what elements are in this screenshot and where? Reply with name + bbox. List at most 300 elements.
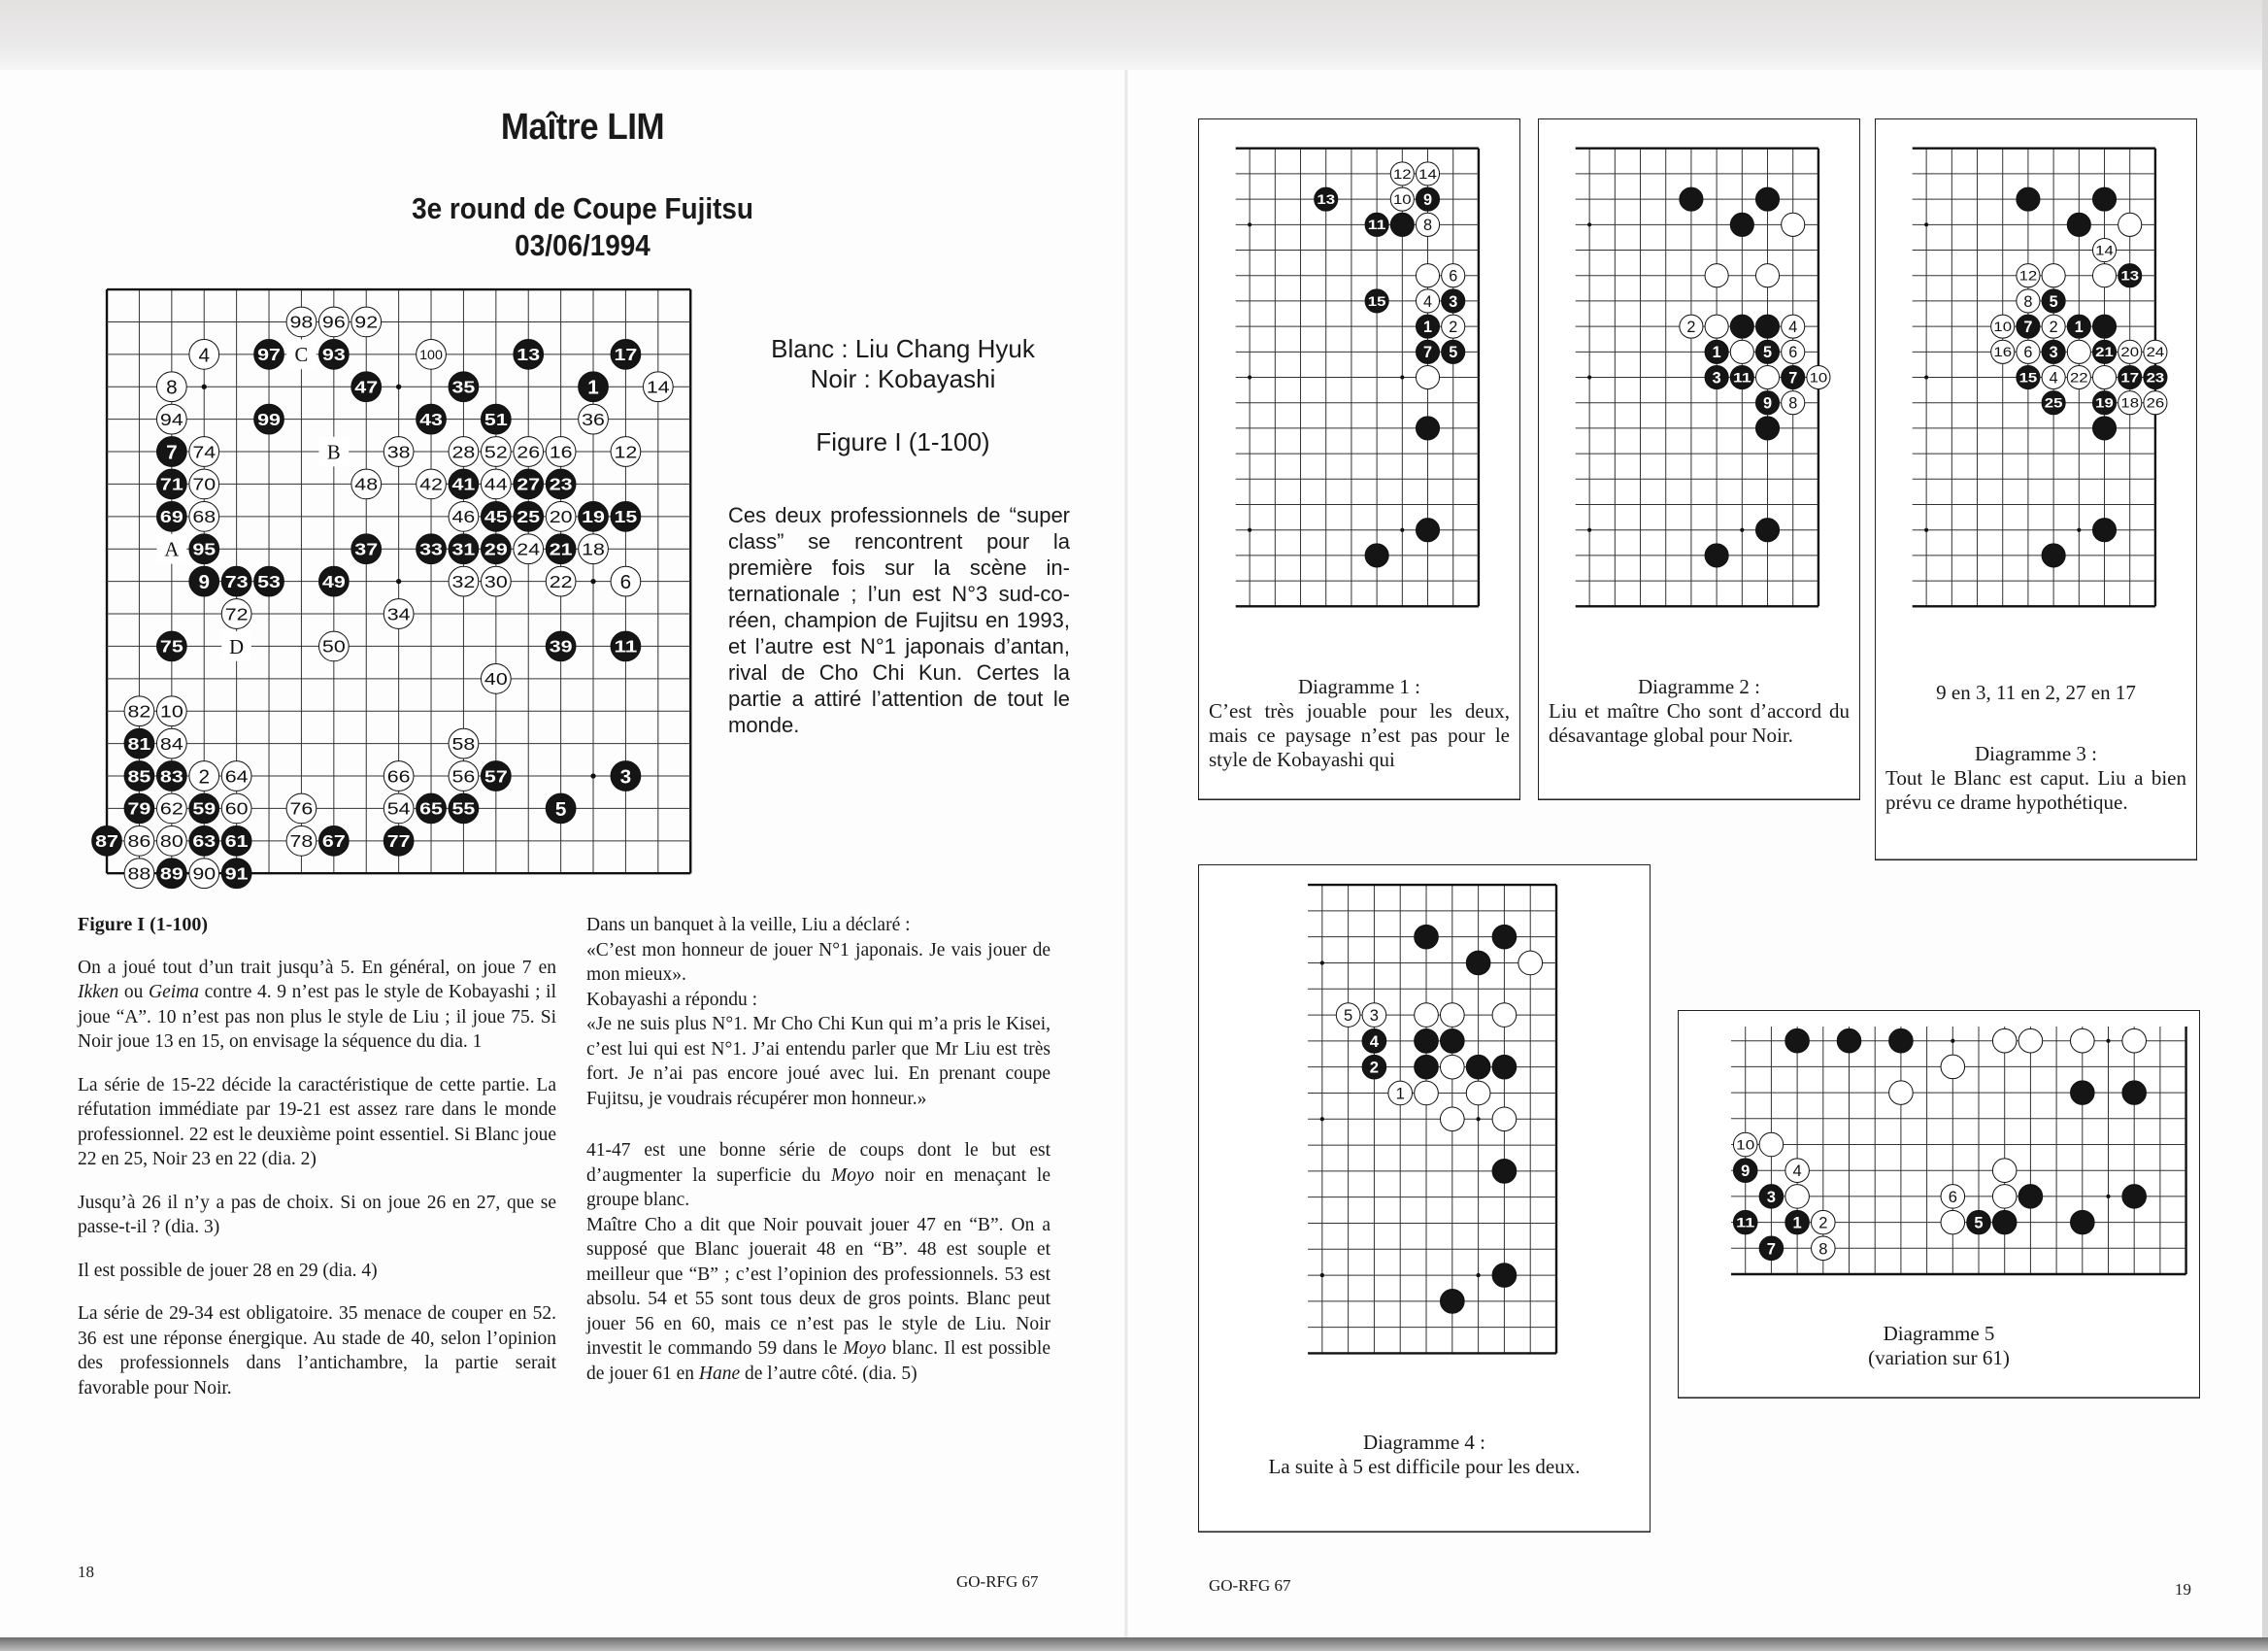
- white-stone: [1442, 315, 1465, 338]
- black-stone: [1705, 544, 1728, 567]
- svg-text:3: 3: [1369, 1005, 1379, 1025]
- white-stone: [1440, 1003, 1464, 1028]
- white-stone: [189, 437, 219, 467]
- svg-text:26: 26: [517, 442, 541, 462]
- svg-text:57: 57: [484, 766, 508, 787]
- svg-text:1: 1: [1423, 319, 1433, 337]
- svg-text:26: 26: [2146, 395, 2165, 411]
- footer-left: GO-RFG 67: [956, 1572, 1039, 1591]
- svg-text:10: 10: [1993, 320, 2013, 335]
- svg-text:3: 3: [1766, 1187, 1776, 1206]
- scan-bottom-edge: [0, 1637, 2268, 1651]
- black-stone: [124, 793, 154, 824]
- black-stone: [156, 859, 186, 889]
- svg-text:69: 69: [159, 507, 184, 527]
- black-stone: [579, 501, 609, 531]
- svg-text:18: 18: [2120, 395, 2140, 411]
- black-stone: [156, 631, 186, 661]
- black-stone: [1466, 1055, 1490, 1079]
- svg-text:25: 25: [517, 507, 541, 527]
- svg-text:7: 7: [166, 441, 178, 464]
- svg-text:29: 29: [484, 539, 509, 559]
- svg-text:7: 7: [1423, 344, 1433, 362]
- hoshi-point-icon: [1248, 376, 1251, 380]
- white-stone: [611, 566, 641, 596]
- white-stone: [1705, 315, 1728, 338]
- white-stone: [2042, 315, 2065, 338]
- black-stone: [351, 534, 382, 564]
- svg-text:68: 68: [192, 507, 217, 527]
- white-player: Blanc : Liu Chang Hyuk: [771, 334, 1035, 363]
- black-stone: [1362, 1028, 1386, 1053]
- commentary-column-2: [586, 913, 1051, 1404]
- svg-text:82: 82: [127, 701, 151, 722]
- black-stone: [1362, 1055, 1386, 1079]
- event-name: 3e round de Coupe Fujitsu: [412, 191, 753, 225]
- svg-text:25: 25: [2045, 395, 2064, 411]
- svg-text:24: 24: [2146, 345, 2166, 360]
- svg-text:12: 12: [1393, 167, 1412, 183]
- black-stone: [1415, 925, 1439, 949]
- paragraph: Maître Cho a dit que Noir pouvait jouer 47 en “B”. On a supposé que Blanc jouerait 48 en “B”. 48 est souple et meilleur que “B” ; c’est l’opinion des professionnels. 53 est absolu. 54 et 55 sont tous deux de gros points. Blanc peut jouer 56 en 60, mais ce n’est pas le style de Liu. Noir investit le commando 59 dans le Moyo blanc. Il est possible de jouer 61 en Hane de l’autre côté. (dia. 5): [586, 1214, 1051, 1384]
- svg-text:20: 20: [549, 507, 573, 527]
- svg-text:8: 8: [166, 376, 178, 399]
- white-stone: [1417, 214, 1440, 237]
- black-stone: [1417, 417, 1440, 440]
- svg-text:31: 31: [451, 539, 476, 559]
- white-stone: [1807, 366, 1830, 389]
- white-stone: [1442, 264, 1465, 287]
- diagram-1-caption: [1209, 675, 1510, 772]
- svg-text:55: 55: [451, 798, 476, 819]
- diagram-5-board: [1716, 1011, 2202, 1290]
- svg-text:75: 75: [159, 636, 184, 657]
- svg-text:16: 16: [1993, 345, 2013, 360]
- hoshi-point-icon: [396, 579, 401, 584]
- svg-text:9: 9: [198, 571, 210, 594]
- black-stone: [1733, 1159, 1757, 1183]
- black-stone: [2093, 315, 2117, 338]
- svg-text:42: 42: [419, 474, 443, 494]
- diagram-4-box: [1198, 864, 1651, 1533]
- white-stone: [156, 696, 186, 726]
- svg-text:7: 7: [1788, 369, 1798, 387]
- white-stone: [2122, 1028, 2147, 1053]
- black-stone: [156, 469, 186, 499]
- white-stone: [481, 437, 511, 467]
- svg-text:51: 51: [484, 409, 509, 429]
- svg-text:59: 59: [192, 798, 217, 819]
- svg-text:61: 61: [224, 831, 249, 852]
- black-stone: [546, 469, 576, 499]
- black-stone: [2018, 1185, 2043, 1209]
- black-stone: [1705, 366, 1728, 389]
- black-stone: [1756, 341, 1780, 364]
- black-stone: [546, 793, 576, 824]
- page-number-left: 18: [78, 1563, 94, 1581]
- black-stone: [2071, 1210, 2095, 1234]
- white-stone: [1812, 1210, 1836, 1234]
- svg-text:73: 73: [224, 571, 249, 591]
- hoshi-point-icon: [1587, 223, 1591, 227]
- svg-text:71: 71: [159, 474, 184, 494]
- black-stone: [318, 566, 349, 596]
- svg-text:10: 10: [1736, 1136, 1755, 1153]
- svg-text:43: 43: [419, 409, 444, 429]
- white-stone: [1417, 162, 1440, 185]
- svg-text:86: 86: [127, 831, 151, 852]
- hoshi-point-icon: [1401, 528, 1405, 532]
- white-stone: [318, 307, 349, 337]
- diagram-2-board: [1560, 133, 1834, 622]
- white-stone: [1391, 162, 1415, 185]
- svg-text:18: 18: [582, 539, 605, 559]
- black-stone: [1759, 1185, 1784, 1209]
- svg-text:84: 84: [159, 733, 184, 754]
- svg-text:B: B: [326, 442, 341, 464]
- svg-text:4: 4: [1792, 1162, 1802, 1181]
- svg-text:12: 12: [2018, 268, 2038, 284]
- svg-text:60: 60: [224, 798, 249, 819]
- black-stone: [1492, 1159, 1517, 1183]
- diagram-1-text: C’est très jouable pour les deux, mais ce paysage n’est pas pour le style de Kobayashi qui: [1209, 699, 1510, 771]
- black-stone: [1785, 1210, 1810, 1234]
- svg-text:100: 100: [419, 346, 444, 362]
- white-stone: [1362, 1003, 1386, 1028]
- white-stone: [1785, 1185, 1810, 1209]
- black-stone: [384, 826, 414, 856]
- svg-text:83: 83: [159, 766, 184, 787]
- hoshi-point-icon: [1924, 376, 1928, 380]
- svg-text:2: 2: [1686, 319, 1696, 337]
- svg-text:12: 12: [614, 442, 638, 462]
- black-stone: [1391, 214, 1415, 237]
- white-stone: [1941, 1055, 1965, 1079]
- svg-text:6: 6: [2023, 344, 2033, 362]
- svg-text:3: 3: [2049, 344, 2058, 362]
- white-stone: [2118, 341, 2142, 364]
- diagram-5-title: Diagramme 5: [1883, 1322, 1995, 1345]
- svg-text:22: 22: [549, 571, 573, 591]
- event-date: 03/06/1994: [515, 228, 650, 262]
- black-stone: [579, 372, 609, 402]
- hoshi-point-icon: [1951, 1039, 1954, 1043]
- black-stone: [318, 826, 349, 856]
- white-stone: [1388, 1081, 1413, 1105]
- white-stone: [2018, 1028, 2043, 1053]
- black-stone: [221, 826, 251, 856]
- svg-text:5: 5: [1343, 1005, 1353, 1025]
- svg-text:10: 10: [1393, 192, 1413, 208]
- svg-text:14: 14: [1418, 167, 1438, 183]
- black-stone: [2017, 315, 2040, 338]
- black-stone: [1731, 214, 1754, 237]
- black-stone: [2068, 315, 2091, 338]
- black-stone: [1492, 1264, 1517, 1288]
- black-stone: [189, 826, 219, 856]
- svg-text:2: 2: [2049, 319, 2058, 337]
- black-stone: [2042, 391, 2065, 415]
- white-stone: [643, 372, 673, 402]
- black-stone: [1756, 519, 1780, 542]
- black-stone: [189, 793, 219, 824]
- white-stone: [1812, 1236, 1836, 1261]
- white-stone: [2017, 289, 2040, 313]
- hoshi-point-icon: [2078, 528, 2082, 532]
- black-stone: [254, 339, 284, 369]
- svg-text:49: 49: [321, 571, 347, 591]
- white-stone: [579, 404, 609, 434]
- svg-text:33: 33: [419, 539, 444, 559]
- black-stone: [481, 761, 511, 792]
- black-stone: [221, 566, 251, 596]
- black-stone: [449, 469, 479, 499]
- white-stone: [1492, 1107, 1517, 1131]
- black-stone: [2042, 544, 2065, 567]
- svg-text:72: 72: [224, 604, 249, 624]
- svg-text:13: 13: [517, 345, 541, 365]
- scan-top-edge: [0, 0, 2268, 70]
- diagram-1-board: [1220, 133, 1494, 622]
- black-stone: [1415, 1055, 1439, 1079]
- svg-text:10: 10: [159, 701, 183, 722]
- white-stone: [2093, 239, 2117, 262]
- board-grid: [1308, 885, 1556, 1353]
- white-stone: [449, 566, 479, 596]
- svg-text:3: 3: [1449, 293, 1458, 312]
- svg-text:17: 17: [2120, 370, 2140, 386]
- svg-text:2: 2: [1818, 1213, 1828, 1232]
- white-stone: [156, 404, 186, 434]
- hoshi-point-icon: [1476, 1273, 1480, 1277]
- white-stone: [124, 826, 154, 856]
- black-stone: [1889, 1028, 1914, 1053]
- board-letter-marker: [318, 437, 349, 467]
- white-stone: [1782, 341, 1805, 364]
- black-stone: [514, 501, 544, 531]
- svg-text:A: A: [164, 539, 180, 561]
- black-stone: [2042, 289, 2065, 313]
- players-block: [723, 334, 1083, 394]
- diagram-3-box: [1875, 118, 2197, 860]
- figure-label: Figure I (1-100): [816, 427, 990, 456]
- svg-text:11: 11: [614, 636, 638, 657]
- svg-text:11: 11: [1736, 1214, 1755, 1230]
- black-stone: [1442, 341, 1465, 364]
- white-stone: [156, 728, 186, 758]
- svg-text:14: 14: [646, 377, 671, 397]
- svg-text:40: 40: [484, 669, 508, 690]
- black-stone: [1756, 391, 1780, 415]
- svg-text:94: 94: [159, 409, 184, 429]
- black-stone: [449, 793, 479, 824]
- black-stone: [1680, 187, 1703, 211]
- black-stone: [1733, 1210, 1757, 1234]
- black-stone: [449, 372, 479, 402]
- white-stone: [384, 599, 414, 629]
- black-stone: [2017, 187, 2040, 211]
- black-stone: [1365, 214, 1388, 237]
- white-stone: [384, 437, 414, 467]
- svg-text:8: 8: [2023, 293, 2033, 312]
- svg-text:46: 46: [451, 507, 476, 527]
- svg-text:4: 4: [198, 344, 210, 367]
- black-stone: [1365, 544, 1388, 567]
- black-stone: [1440, 1289, 1464, 1313]
- black-stone: [318, 339, 349, 369]
- svg-text:7: 7: [2023, 319, 2033, 337]
- black-stone: [2068, 214, 2091, 237]
- svg-text:53: 53: [257, 571, 282, 591]
- white-stone: [1440, 1107, 1464, 1131]
- svg-text:65: 65: [419, 798, 444, 819]
- black-stone: [2093, 341, 2117, 364]
- board-letter-marker: [286, 339, 317, 369]
- paragraph: Il est possible de jouer 28 en 29 (dia. 4): [78, 1260, 378, 1281]
- quote-liu: «C’est mon honneur de jouer N°1 japonais. Je vais jouer de mon mieux».: [586, 939, 1051, 985]
- black-stone: [1417, 341, 1440, 364]
- white-stone: [1782, 214, 1805, 237]
- svg-text:23: 23: [2146, 370, 2166, 386]
- diagram-5-caption: [1688, 1322, 2189, 1370]
- svg-text:5: 5: [1763, 344, 1773, 362]
- svg-text:4: 4: [2049, 369, 2058, 387]
- black-stone: [449, 534, 479, 564]
- svg-text:47: 47: [354, 377, 379, 397]
- commentary-column-1: [78, 913, 556, 1419]
- svg-text:79: 79: [127, 798, 151, 819]
- black-stone: [351, 372, 382, 402]
- event-subtitle: [58, 190, 1107, 264]
- black-stone: [481, 501, 511, 531]
- svg-text:7: 7: [1766, 1239, 1776, 1259]
- white-stone: [221, 793, 251, 824]
- white-stone: [514, 437, 544, 467]
- board-letter-marker: [221, 631, 251, 661]
- svg-text:32: 32: [451, 571, 476, 591]
- white-stone: [2017, 341, 2040, 364]
- diagram-4-caption: [1209, 1431, 1640, 1479]
- svg-text:44: 44: [484, 474, 509, 494]
- white-stone: [1785, 1159, 1810, 1183]
- white-stone: [2068, 341, 2091, 364]
- white-stone: [449, 501, 479, 531]
- svg-text:24: 24: [517, 539, 541, 559]
- svg-text:4: 4: [1423, 293, 1433, 312]
- diagram-1-box: [1198, 118, 1520, 800]
- svg-text:14: 14: [2095, 243, 2115, 258]
- svg-text:5: 5: [2049, 293, 2058, 312]
- white-stone: [221, 599, 251, 629]
- svg-text:91: 91: [224, 863, 249, 884]
- white-stone: [2071, 1028, 2095, 1053]
- paragraph: La série de 29-34 est obligatoire. 35 menace de couper en 52. 36 est une réponse énergique. Au stade de 40, selon l’opinion des professionnels dans l’antichambre, la partie serait favorable pour Noir.: [78, 1303, 556, 1398]
- svg-text:77: 77: [386, 831, 411, 852]
- black-stone: [1992, 1210, 2017, 1234]
- diagram-5-box: [1678, 1010, 2200, 1398]
- svg-text:11: 11: [1368, 218, 1387, 233]
- white-stone: [286, 307, 317, 337]
- white-stone: [1391, 187, 1415, 211]
- svg-text:90: 90: [192, 863, 217, 884]
- black-stone: [2093, 519, 2117, 542]
- svg-text:63: 63: [192, 831, 217, 852]
- diagram-3-note: 9 en 3, 11 en 2, 27 en 17: [1936, 681, 2136, 704]
- svg-text:6: 6: [1449, 267, 1458, 286]
- svg-text:2: 2: [1369, 1058, 1379, 1077]
- white-stone: [579, 534, 609, 564]
- white-stone: [156, 372, 186, 402]
- white-stone: [2068, 366, 2091, 389]
- hoshi-point-icon: [1587, 528, 1591, 532]
- white-stone: [1492, 1003, 1517, 1028]
- svg-text:1: 1: [1395, 1084, 1405, 1103]
- svg-text:10: 10: [1809, 370, 1829, 386]
- white-stone: [2017, 264, 2040, 287]
- white-stone: [449, 761, 479, 792]
- black-stone: [92, 826, 122, 856]
- svg-text:8: 8: [1818, 1239, 1828, 1259]
- hoshi-point-icon: [202, 385, 207, 389]
- svg-text:6: 6: [1948, 1187, 1957, 1206]
- svg-text:36: 36: [582, 409, 605, 429]
- svg-text:35: 35: [451, 377, 476, 397]
- black-stone: [1466, 951, 1490, 975]
- diagram-2-title: Diagramme 2 :: [1638, 675, 1760, 698]
- black-stone: [2017, 366, 2040, 389]
- svg-text:56: 56: [451, 766, 476, 787]
- black-stone: [417, 404, 447, 434]
- hoshi-point-icon: [1587, 376, 1591, 380]
- black-stone: [611, 631, 641, 661]
- white-stone: [1518, 951, 1543, 975]
- white-stone: [1759, 1132, 1784, 1157]
- diagram-2-box: [1538, 118, 1860, 800]
- white-stone: [286, 826, 317, 856]
- black-stone: [611, 761, 641, 792]
- white-stone: [481, 566, 511, 596]
- hoshi-point-icon: [1924, 528, 1928, 532]
- svg-text:87: 87: [95, 831, 118, 852]
- svg-text:67: 67: [321, 831, 346, 852]
- hoshi-point-icon: [1741, 528, 1745, 532]
- scan-right-edge: [2262, 0, 2268, 1651]
- svg-text:1: 1: [587, 376, 599, 399]
- svg-text:27: 27: [517, 474, 541, 494]
- svg-text:11: 11: [1733, 370, 1752, 386]
- white-stone: [1417, 264, 1440, 287]
- black-stone: [1415, 1028, 1439, 1053]
- black-stone: [2122, 1185, 2147, 1209]
- svg-text:95: 95: [192, 539, 217, 559]
- diagram-1-title: Diagramme 1 :: [1298, 675, 1420, 698]
- svg-text:9: 9: [1763, 394, 1773, 413]
- hoshi-point-icon: [1320, 1273, 1324, 1277]
- black-stone: [2122, 1081, 2147, 1105]
- black-stone: [1756, 187, 1780, 211]
- black-stone: [1967, 1210, 1991, 1234]
- intro-paragraph: Ces deux professionnels de “super class” se rencontrent pour la première fois sur la scène internationale ; l’un est N°3 sud-coréen, champion de Fujitsu en 1993, et l’autre est N°1 japonais d’antan, rival de Cho Chi Kun. Certes la partie a attiré l’attention de tout le monde.: [728, 503, 1070, 737]
- white-stone: [221, 761, 251, 792]
- svg-text:70: 70: [192, 474, 217, 494]
- black-stone: [417, 793, 447, 824]
- black-player: Noir : Kobayashi: [810, 364, 996, 393]
- black-stone: [1442, 289, 1465, 313]
- svg-text:4: 4: [1788, 319, 1798, 337]
- svg-text:19: 19: [582, 507, 606, 527]
- svg-text:17: 17: [614, 345, 638, 365]
- svg-text:66: 66: [386, 766, 411, 787]
